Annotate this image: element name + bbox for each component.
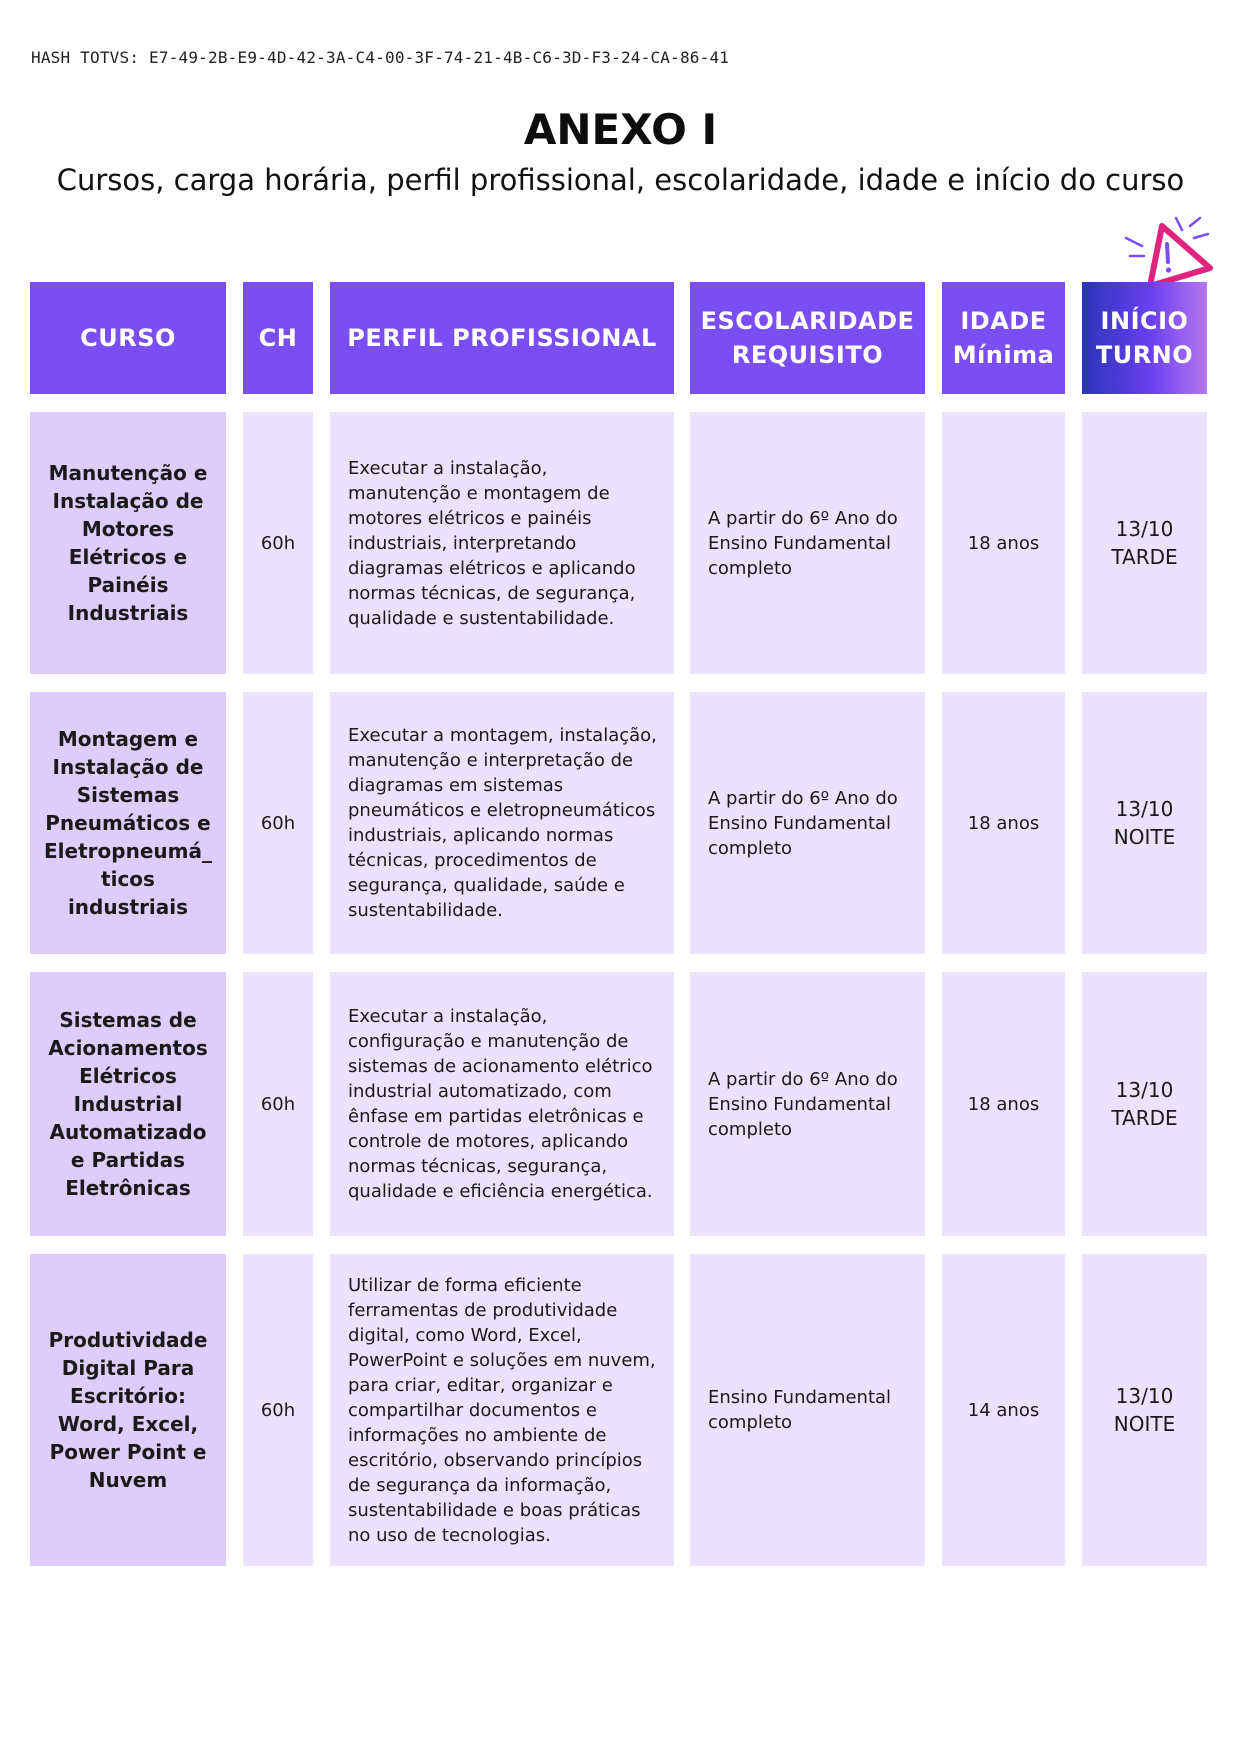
row-3-perfil: Executar a instalação, configuração e manutenção de sistemas de acionamento elétrico industrial automatizado, com ênfase em partidas eletrônicas e controle de motores, aplicando normas técnicas, segurança, qualidade e eficiência energética. — [330, 972, 674, 1236]
row-2-inicio-turno: NOITE — [1113, 825, 1176, 849]
row-2-ch: 60h — [243, 692, 313, 954]
header-ch: CH — [243, 282, 313, 394]
header-inicio-line1: INÍCIO — [1100, 307, 1189, 335]
row-1-idade: 18 anos — [942, 412, 1065, 674]
page-subtitle: Cursos, carga horária, perfil profissional, escolaridade, idade e início do curso — [56, 163, 1185, 197]
header-escolaridade — [690, 282, 925, 394]
row-1-perfil: Executar a instalação, manutenção e montagem de motores elétricos e painéis industriais, interpretando diagramas elétricos e aplicando normas técnicas, de segurança, qualidade e sustentabilidade. — [330, 412, 674, 674]
header-perfil: PERFIL PROFISSIONAL — [330, 282, 674, 394]
row-3-inicio-turno: TARDE — [1111, 1106, 1178, 1130]
row-4-inicio-turno: NOITE — [1113, 1412, 1176, 1436]
row-4-escolaridade: Ensino Fundamental completo — [690, 1254, 925, 1566]
row-2-idade: 18 anos — [942, 692, 1065, 954]
row-2-escolaridade: A partir do 6º Ano do Ensino Fundamental completo — [690, 692, 925, 954]
row-2-perfil: Executar a montagem, instalação, manutenção e interpretação de diagramas em sistemas pneumáticos e eletropneumáticos industriais, aplicando normas técnicas, procedimentos de segurança, qualidade, saúde e sustentabilidade. — [330, 692, 674, 954]
row-3-escolaridade: A partir do 6º Ano do Ensino Fundamental completo — [690, 972, 925, 1236]
row-1-inicio-turno: TARDE — [1111, 545, 1178, 569]
header-inicio-line2: TURNO — [1095, 341, 1194, 369]
header-curso: CURSO — [30, 282, 226, 394]
row-4-ch: 60h — [243, 1254, 313, 1566]
hash-line: HASH TOTVS: E7-49-2B-E9-4D-42-3A-C4-00-3F-74-21-4B-C6-3D-F3-24-CA-86-41 — [31, 48, 730, 67]
row-1-escolaridade: A partir do 6º Ano do Ensino Fundamental completo — [690, 412, 925, 674]
header-idade-line2: Mínima — [952, 341, 1055, 369]
row-3-inicio-data: 13/10 — [1115, 1078, 1174, 1102]
row-4-inicio — [1082, 1254, 1207, 1566]
row-1-inicio-data: 13/10 — [1115, 517, 1174, 541]
header-escolaridade-line2: REQUISITO — [731, 341, 884, 369]
row-1-ch: 60h — [243, 412, 313, 674]
row-4-inicio-data: 13/10 — [1115, 1384, 1174, 1408]
header-idade — [942, 282, 1065, 394]
header-inicio — [1082, 282, 1207, 394]
row-2-inicio-data: 13/10 — [1115, 797, 1174, 821]
header-idade-line1: IDADE — [960, 307, 1047, 335]
row-3-inicio — [1082, 972, 1207, 1236]
row-2-curso: Montagem e Instalação de Sistemas Pneumáticos e Eletropneumá_ ticos industriais — [30, 692, 226, 954]
row-4-curso: Produtividade Digital Para Escritório: Word, Excel, Power Point e Nuvem — [30, 1254, 226, 1566]
row-1-inicio — [1082, 412, 1207, 674]
row-4-perfil: Utilizar de forma eficiente ferramentas de produtividade digital, como Word, Excel, PowerPoint e soluções em nuvem, para criar, editar, organizar e compartilhar documentos e informações no ambiente de escritório, observando princípios de segurança da informação, sustentabilidade e boas práticas no uso de tecnologias. — [330, 1254, 674, 1566]
row-3-ch: 60h — [243, 972, 313, 1236]
row-3-curso: Sistemas de Acionamentos Elétricos Industrial Automatizado e Partidas Eletrônicas — [30, 972, 226, 1236]
row-1-curso: Manutenção e Instalação de Motores Elétricos e Painéis Industriais — [30, 412, 226, 674]
row-3-idade: 18 anos — [942, 972, 1065, 1236]
header-escolaridade-line1: ESCOLARIDADE — [700, 307, 915, 335]
row-2-inicio — [1082, 692, 1207, 954]
page-title: ANEXO I — [523, 105, 718, 154]
row-4-idade: 14 anos — [942, 1254, 1065, 1566]
